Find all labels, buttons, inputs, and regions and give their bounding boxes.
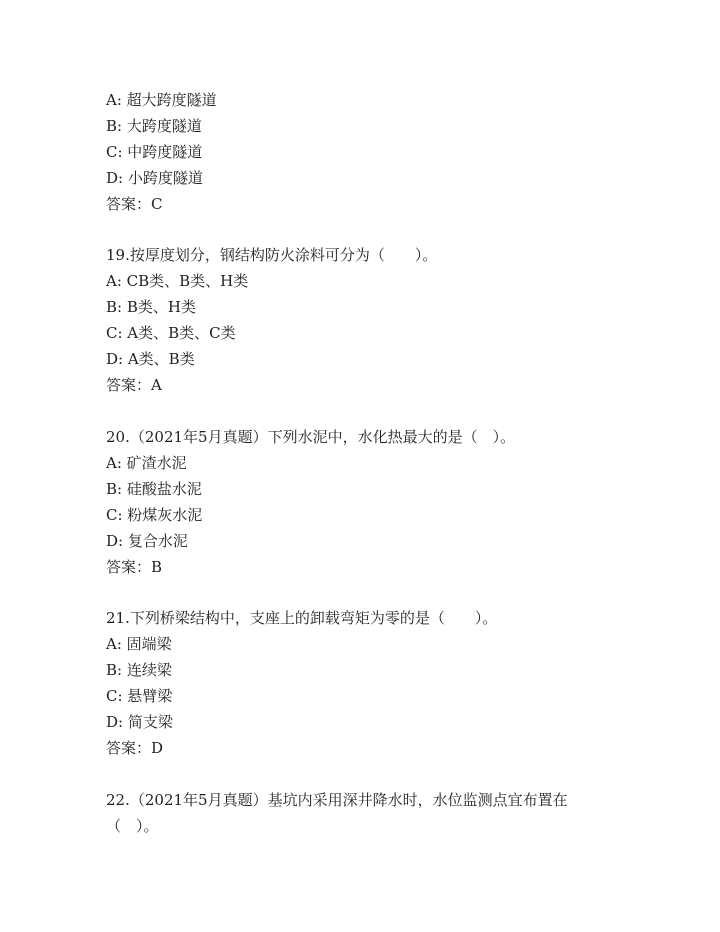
question-22-continued: （ ）。 [106, 817, 159, 835]
answer: 答案：A [106, 376, 162, 394]
question-22: 22.（2021年5月真题）基坑内采用深井降水时，水位监测点宜布置在 [106, 791, 568, 809]
option-b: B: 连续梁 [106, 661, 172, 679]
question-21: 21.下列桥梁结构中，支座上的卸载弯矩为零的是（ ）。 [106, 609, 498, 627]
option-a: A: 固端梁 [106, 635, 172, 653]
option-c: C: 粉煤灰水泥 [106, 506, 203, 524]
question-20: 20.（2021年5月真题）下列水泥中，水化热最大的是（ ）。 [106, 428, 516, 446]
option-a: A: 矿渣水泥 [106, 454, 187, 472]
option-c: C: 悬臂梁 [106, 687, 173, 705]
option-b: B: 硅酸盐水泥 [106, 480, 202, 498]
option-b: B: B类、H类 [106, 298, 196, 316]
question-19: 19.按厚度划分，钢结构防火涂料可分为（ ）。 [106, 246, 438, 264]
option-b: B: 大跨度隧道 [106, 117, 202, 135]
option-a: A: 超大跨度隧道 [106, 91, 217, 109]
option-d: D: 简支梁 [106, 713, 173, 731]
option-c: C: 中跨度隧道 [106, 143, 203, 161]
option-c: C: A类、B类、C类 [106, 324, 236, 342]
option-a: A: CB类、B类、H类 [106, 272, 249, 290]
answer: 答案：C [106, 195, 163, 213]
option-d: D: A类、B类 [106, 350, 195, 368]
option-d: D: 复合水泥 [106, 532, 188, 550]
option-d: D: 小跨度隧道 [106, 169, 203, 187]
answer: 答案：B [106, 558, 163, 576]
answer: 答案：D [106, 739, 164, 757]
